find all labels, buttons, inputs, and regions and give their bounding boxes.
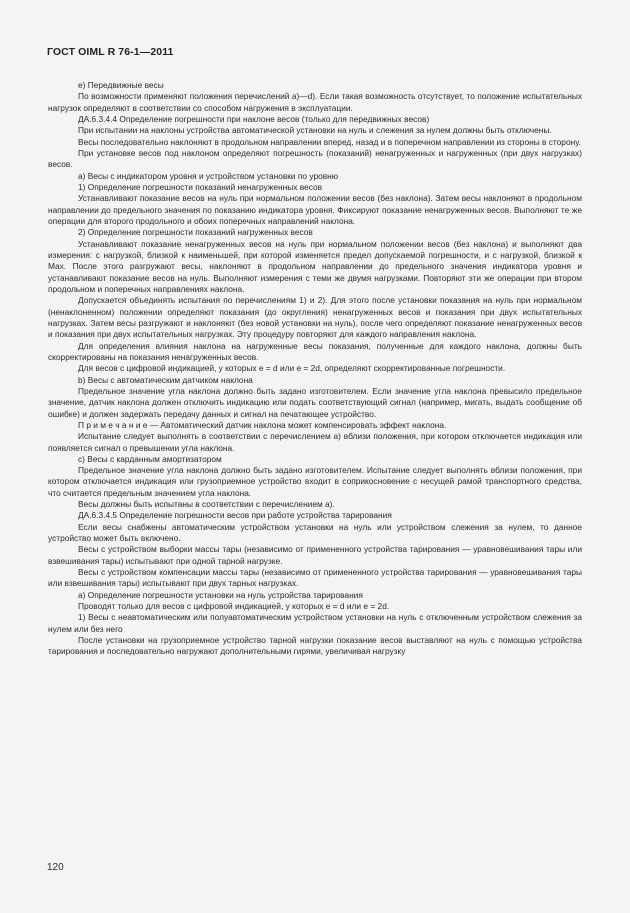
paragraph: Весы с устройством выборки массы тары (независимо от примененного устройства тарирования — уравновешивания тары или взвешивания тары) испытывают при одной тарной нагрузке.	[48, 544, 582, 566]
paragraph: Весы с устройством компенсации массы тары (независимо от примененного устройства тарирования — уравновешивания тары или взвешивания тары) испытывают при двух тарных нагрузках.	[48, 567, 582, 589]
paragraph: Допускается объединять испытания по перечислениям 1) и 2). Для этого после установки показания на нуль при нормальном (ненаклоненном) положении определяют показания (до округления) ненагруженных весов и показания при двух испытательных нагрузках. Затем весы разгружают и наклоняют (без новой установки на нуль), после чего определяют показание ненагруженных весов и показания при двух испытательных нагрузках. Эту процедуру повторяют для каждого направления наклона.	[48, 295, 582, 340]
paragraph: Весы должны быть испытаны в соответствии с перечислением a).	[78, 499, 335, 510]
paragraph: a) Определение погрешности установки на нуль устройства тарирования	[78, 589, 363, 600]
paragraph: После установки на грузоприемное устройство тарной нагрузки показание весов выставляют на нуль с помощью устройства тарирования и последовательно нагружают дополнительными гирями, увеличивая нагрузку	[48, 635, 582, 657]
page-number: 120	[47, 862, 64, 873]
paragraph: Предельное значение угла наклона должно быть задано изготовителем. Испытание следует выполнять вблизи положения, при котором отключается индикация или грузоприемное устройство входит в соприкосновение с несущей рамой транспортного средства, что считается предельным значением угла наклона.	[48, 465, 582, 498]
paragraph: Устанавливают показание ненагруженных весов на нуль при нормальном положении весов (без наклона) и выполняют два измерения: с нагрузкой, близкой к наименьшей, при которой изменяется предел допускаемой погрешности, и с нагрузкой, близкой к Max. После этого разгружают весы, наклоняют в продольном направлении до предельного значения индикатора уровня и устанавливают показание весов на нуль. Выполняют измерения с теми же двумя нагрузками. Повторяют эти же операции при втором продольном и поперечных направлениях наклона.	[48, 238, 582, 294]
paragraph: a) Весы с индикатором уровня и устройством установки по уровню	[78, 170, 339, 181]
document-header: ГОСТ OIML R 76-1—2011	[47, 46, 174, 58]
paragraph: 2) Определение погрешности показаний нагруженных весов	[78, 227, 313, 238]
section-heading: ДА.6.3.4.5 Определение погрешности весов при работе устройства тарирования	[78, 510, 392, 521]
paragraph: Предельное значение угла наклона должно быть задано изготовителем. Если значение угла наклона превысило предельное значение, датчик наклона должен отключить индикацию или подать соответствующий сигнал (например, мигать, выдать сообщение об ошибке) и должен задержать передачу данных и сигнал на печатающее устройство.	[48, 385, 582, 419]
paragraph: Для весов с цифровой индикацией, у которых e = d или e = 2d, определяют скорректированные погрешности.	[78, 363, 506, 374]
paragraph: При установке весов под наклоном определяют погрешность (показаний) ненагруженных и нагруженных (при двух нагрузках) весов.	[48, 147, 582, 170]
paragraph: Для определения влияния наклона на нагруженные весы показания, полученные для каждого наклона, должны быть скорректированы на показания ненагруженных весов.	[48, 340, 582, 362]
paragraph: Проводят только для весов с цифровой индикацией, у которых e = d или e = 2d.	[78, 601, 390, 612]
paragraph: При испытании на наклоны устройства автоматической установки на нуль и слежения за нулем должны быть отключены.	[78, 125, 552, 136]
paragraph: b) Весы с автоматическим датчиком наклона	[78, 374, 253, 385]
section-heading: ДА.6.3.4.4 Определение погрешности при наклоне весов (только для передвижных весов)	[78, 113, 430, 124]
paragraph: e) Передвижные весы	[78, 80, 164, 90]
paragraph: Весы последовательно наклоняют в продольном направлении вперед, назад и в поперечном направлении из стороны в сторону.	[78, 136, 581, 147]
paragraph: Испытание следует выполнять в соответствии с перечислением a) вблизи положения, при котором отключается индикация или появляется сигнал о превышении угла наклона.	[48, 431, 582, 453]
paragraph: 1) Весы с неавтоматическим или полуавтоматическим устройством установки на нуль с отключенным устройством слежения за нулем или без него	[48, 612, 582, 634]
paragraph: Устанавливают показание весов на нуль при нормальном положении весов (без наклона). Затем весы наклоняют в продольном направлении до предельного значения по показанию индикатора уровня. Фиксируют показание ненагруженных весов. Выполняют те же операции для второго продольного и обоих поперечных направлений наклона.	[48, 193, 582, 226]
paragraph: Если весы снабжены автоматическим устройством установки на нуль или устройством слежения за нулем, то данное устройство может быть включено.	[48, 521, 582, 544]
document-body	[48, 80, 582, 658]
paragraph: 1) Определение погрешности показаний ненагруженных весов	[78, 181, 323, 192]
paragraph: c) Весы с карданным амортизатором	[78, 453, 222, 464]
paragraph: По возможности применяют положения перечислений a)—d). Если такая возможность отсутствует, то положение испытательных нагрузок определяют в соответствии со способом нагружения в эксплуатации.	[48, 91, 582, 113]
note: П р и м е ч а н и е — Автоматический датчик наклона может компенсировать эффект наклона.	[78, 419, 447, 430]
